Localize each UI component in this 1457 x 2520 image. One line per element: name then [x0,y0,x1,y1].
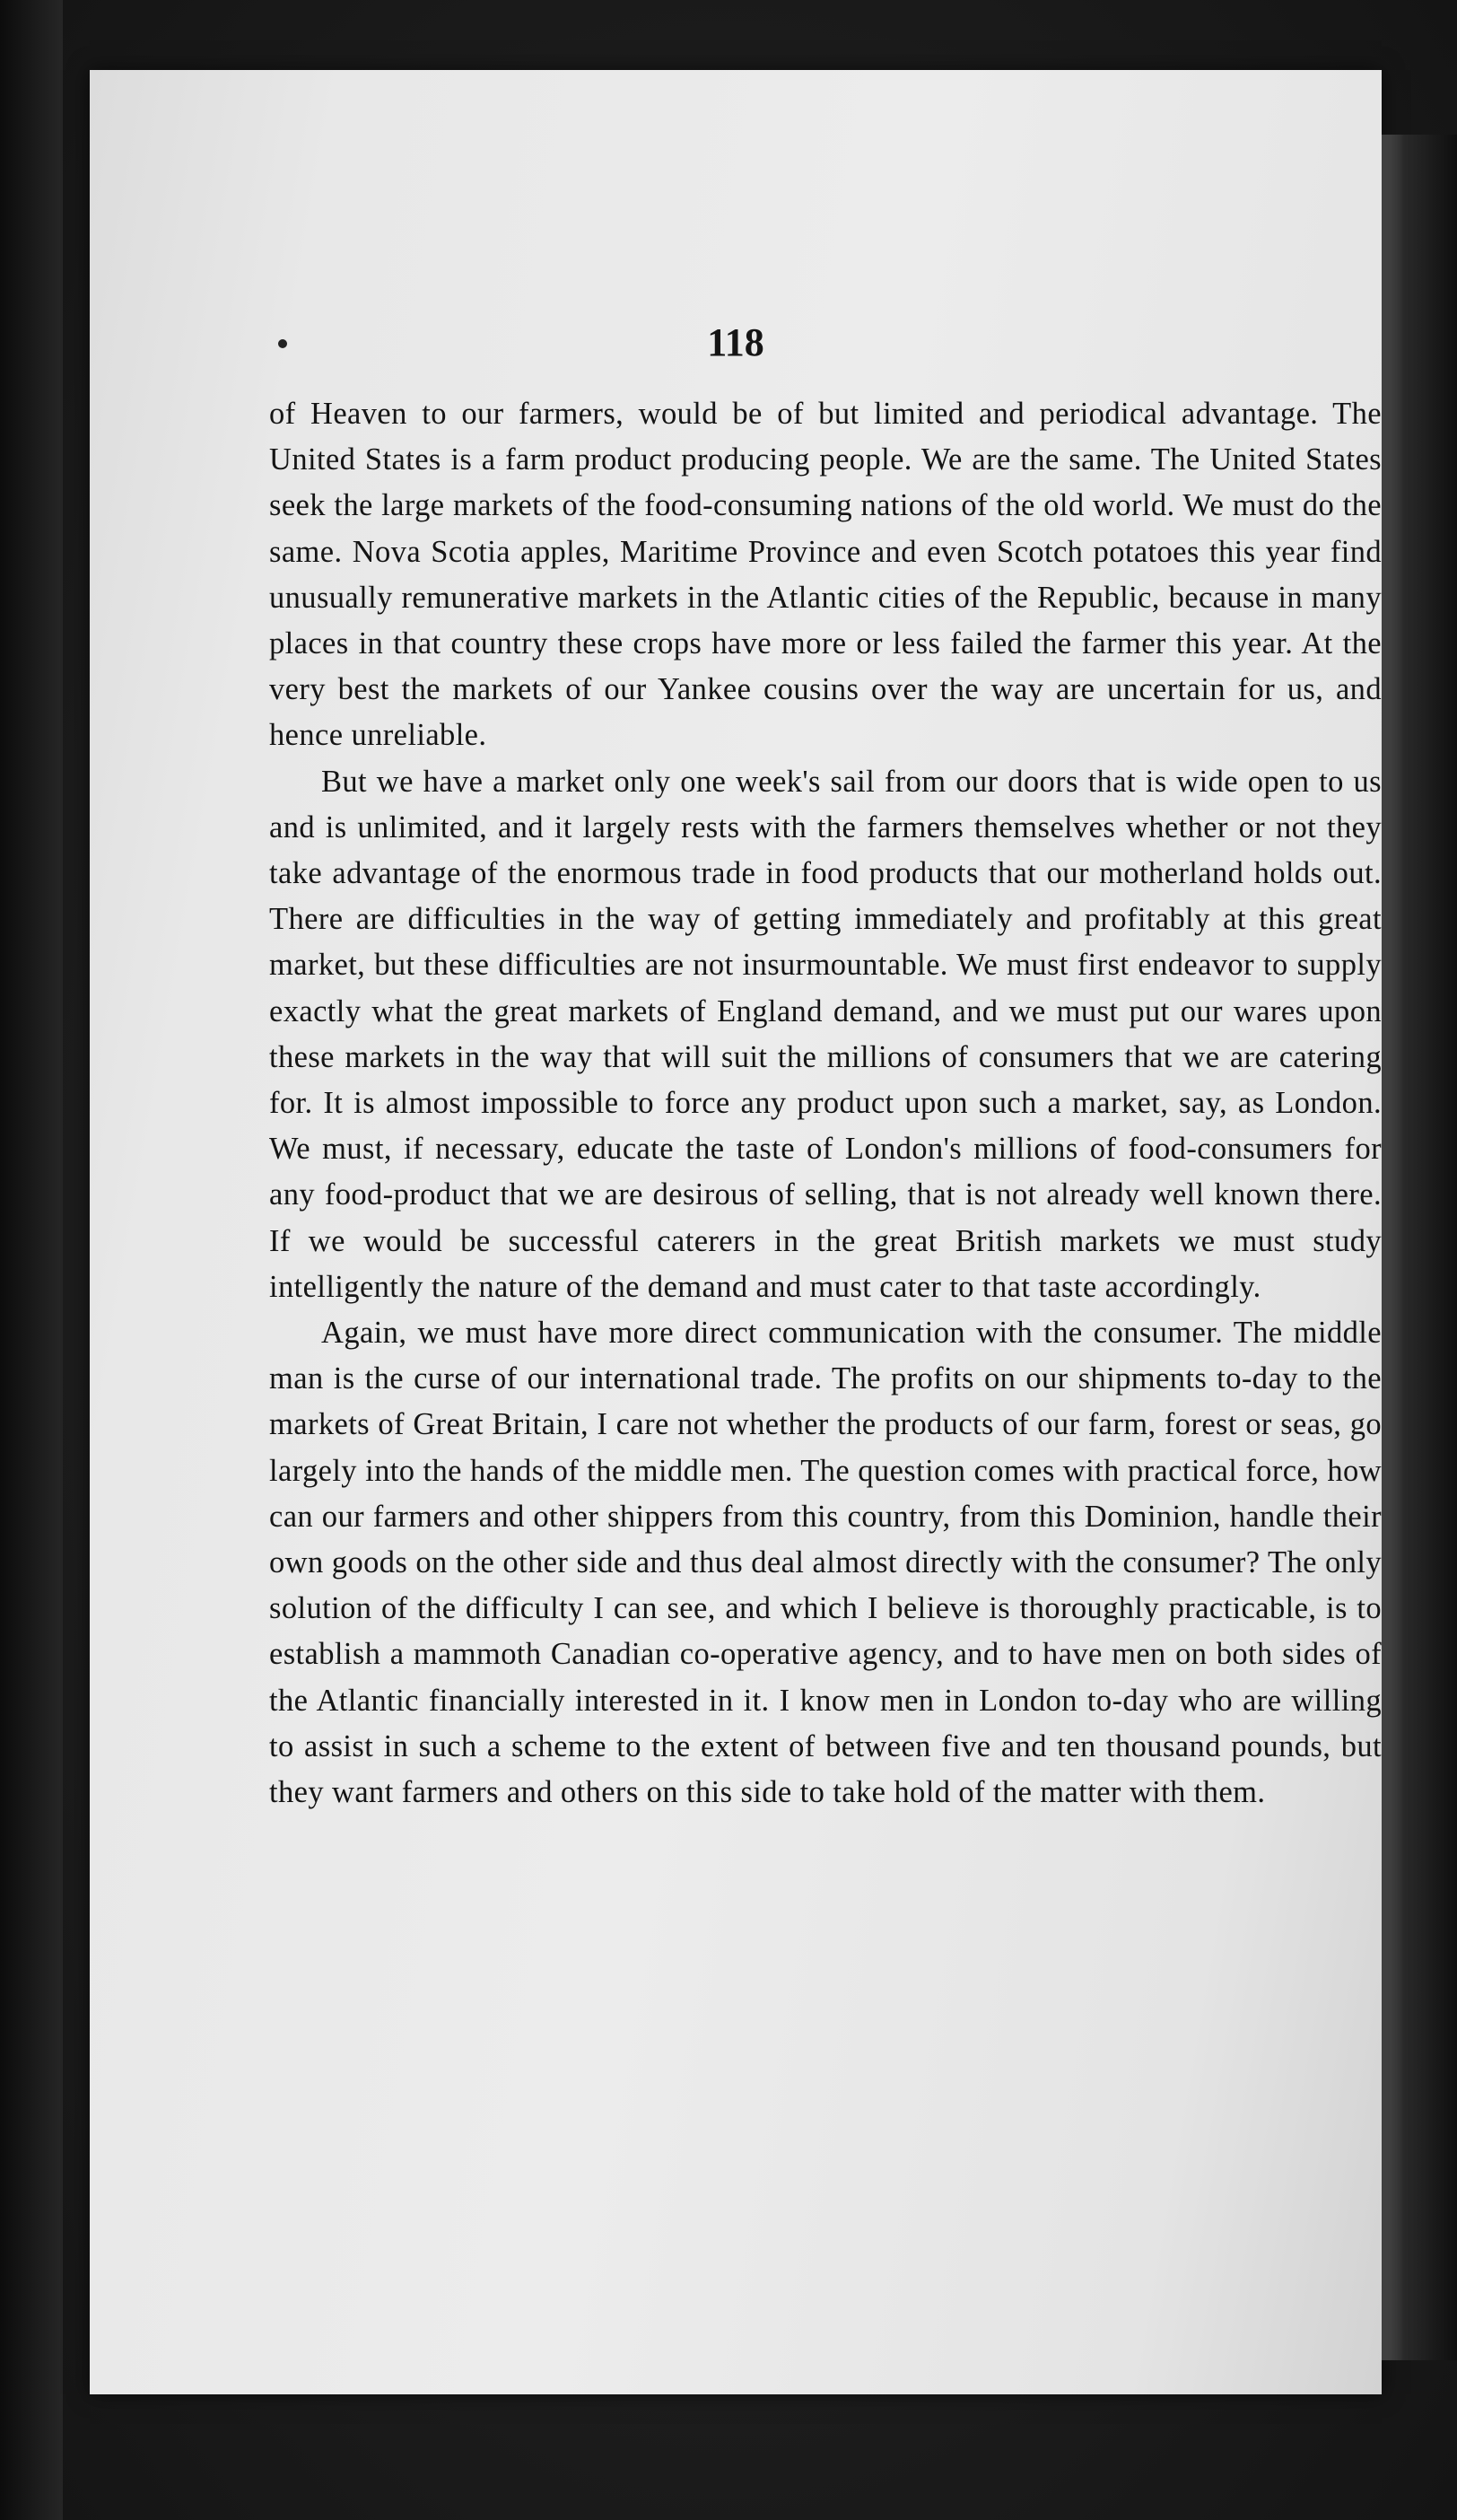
paragraph-market: But we have a market only one week's sail from our doors that is wide open to us and is unlimited, and it largely rests with the farmers themselves whether or not they take advantage of the enormous trade in food products that our motherland holds out. There are difficulties in the way of getting immediately and profitably at this great market, but these difficulties are not insurmountable. We must first endeavor to supply exactly what the great markets of England demand, and we must put our wares upon these markets in the way that will suit the millions of consumers that we are catering for. It is almost impossible to force any product upon such a market, say, as London. We must, if necessary, educate the taste of London's millions of food-consumers for any food-product that we are desirous of selling, that is not already well known there. If we would be successful caterers in the great British markets we must study intelligently the nature of the demand and must cater to that taste accordingly. [269,764,1382,1304]
page-body [269,391,1382,1816]
book-page [90,70,1382,2394]
paragraph-continued: of Heaven to our farmers, would be of but limited and periodical advantage. The United States is a farm product producing people. We are the same. The United States seek the large markets of the food-consuming nations of the old world. We must do the same. Nova Scotia apples, Maritime Province and even Scotch potatoes this year find unusually remunerative markets in the Atlantic cities of the Republic, because in many places in that country these crops have more or less failed the farmer this year. At the very best the markets of our Yankee cousins over the way are uncertain for us, and hence unreliable. [269,397,1382,753]
book-spine-shadow [0,0,63,2520]
paragraph-communication: Again, we must have more direct communication with the consumer. The middle man is the curse of our international trade. The profits on our shipments to-day to the markets of Great Britain, I care not whether the products of our farm, forest or seas, go largely into the hands of the middle men. The question comes with practical force, how can our farmers and other shippers from this country, from this Dominion, handle their own goods on the other side and thus deal almost directly with the consumer? The only solution of the difficulty I can see, and which I believe is thoroughly practicable, is to establish a mammoth Canadian co-operative agency, and to have men on both sides of the Atlantic financially interested in it. I know men in London to-day who are willing to assist in such a scheme to the extent of between five and ten thousand pounds, but they want farmers and others on this side to take hold of the matter with them. [269,1316,1382,1810]
book-edge-shadow [1382,135,1457,2360]
page-number: 118 [707,320,764,364]
